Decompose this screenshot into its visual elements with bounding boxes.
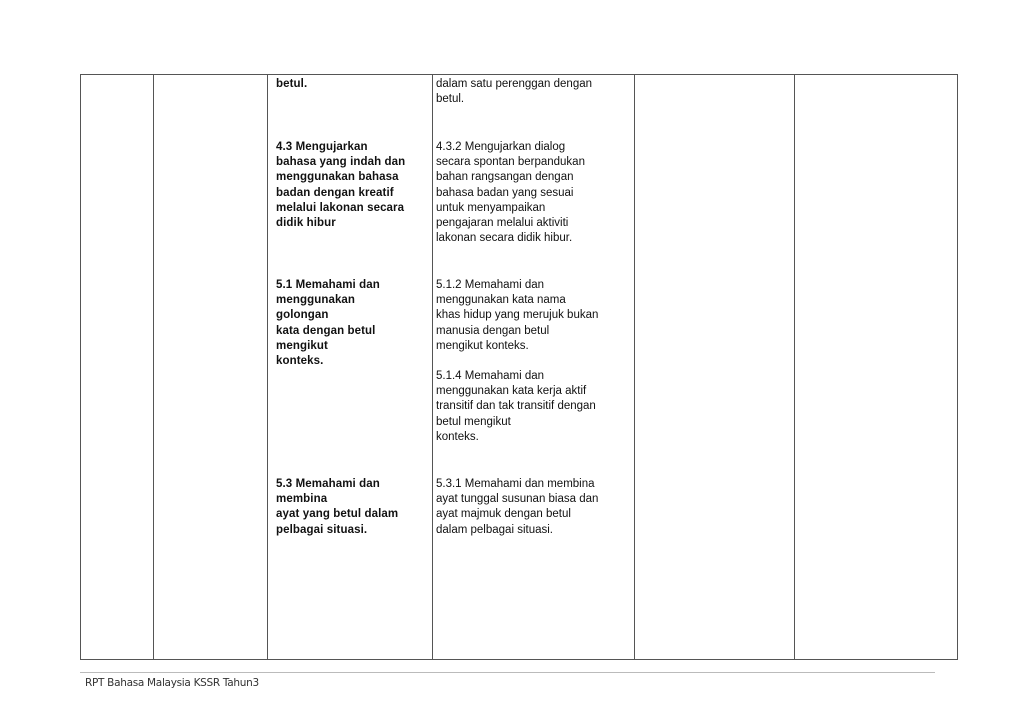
- learning-objective-cell: 5.1.4 Memahami dan menggunakan kata kerja aktif transitif dan tak transitif dengan betul mengikut konteks.: [436, 370, 596, 443]
- content-standard-cell: 4.3 Mengujarkan bahasa yang indah dan menggunakan bahasa badan dengan kreatif melalui lakonan secara didik hibur: [276, 141, 406, 230]
- learning-objective-cell: 4.3.2 Mengujarkan dialog secara spontan berpandukan bahan rangsangan dengan bahasa badan yang sesuai untuk menyampaikan pengajaran melalui aktiviti lakonan secara didik hibur.: [436, 141, 585, 245]
- page-footer: RPT Bahasa Malaysia KSSR Tahun3: [85, 677, 259, 689]
- footer-divider: [80, 672, 935, 673]
- column-divider: [432, 75, 433, 659]
- content-standard-cell: 5.1 Memahami dan menggunakan golongan kata dengan betul mengikut konteks.: [276, 279, 380, 368]
- column-divider: [153, 75, 154, 659]
- content-standard-cell: 5.3 Memahami dan membina ayat yang betul dalam pelbagai situasi.: [276, 478, 399, 536]
- column-divider: [267, 75, 268, 659]
- content-standard-cell: betul.: [276, 78, 308, 90]
- learning-objective-cell: 5.3.1 Memahami dan membina ayat tunggal susunan biasa dan ayat majmuk dengan betul dalam pelbagai situasi.: [436, 478, 599, 536]
- learning-objective-cell: dalam satu perenggan dengan betul.: [436, 78, 593, 106]
- column-divider: [794, 75, 795, 659]
- learning-objective-cell: 5.1.2 Memahami dan menggunakan kata nama khas hidup yang merujuk bukan manusia dengan betul mengikut konteks.: [436, 279, 599, 352]
- lesson-plan-table: [80, 74, 958, 660]
